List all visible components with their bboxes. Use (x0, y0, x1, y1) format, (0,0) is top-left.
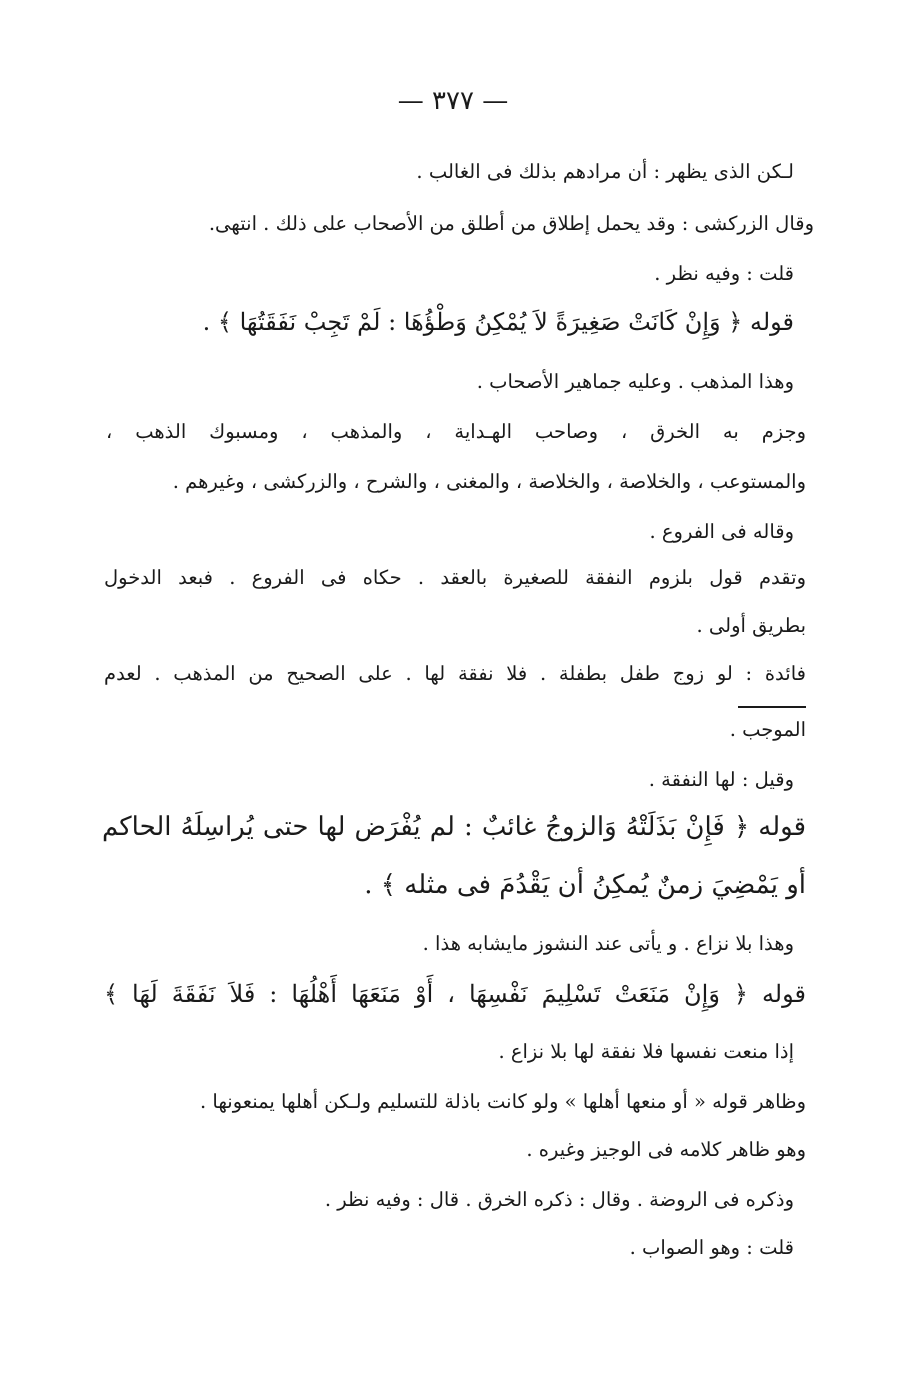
fa-ida-underline (738, 706, 806, 708)
text-line: بطريق أولى . (696, 614, 806, 637)
verse-line: أو يَمْضِيَ زمنٌ يُمكِنُ أن يَقْدُمَ فى مثله ﴾ . (364, 870, 806, 900)
text-line: وقال الزركشى : وقد يحمل إطلاق من أطلق من الأصحاب على ذلك . انتهى. (208, 212, 814, 235)
text-line: فائدة : لو زوج طفل بطفلة . فلا نفقة لها . على الصحيح من المذهب . لعدم (104, 662, 806, 685)
verse-line: قوله ﴿ وَإِنْ كَانَتْ صَغِيرَةً لاَ يُمْكِنُ وَطْؤُهَا : لَمْ تَجِبْ نَفَقَتُهَا ﴾ . (202, 308, 794, 336)
text-line: وقيل : لها النفقة . (648, 768, 794, 791)
text-line: وهذا بلا نزاع . و يأتى عند النشوز مايشابه هذا . (422, 932, 794, 955)
text-line: وهذا المذهب . وعليه جماهير الأصحاب . (476, 370, 794, 393)
text-line: إذا منعت نفسها فلا نفقة لها بلا نزاع . (498, 1040, 794, 1063)
text-line: قلت : وهو الصواب . (629, 1236, 794, 1259)
text-line: وذكره فى الروضة . وقال : ذكره الخرق . قال : وفيه نظر . (324, 1188, 794, 1211)
verse-line: قوله ﴿ وَإِنْ مَنَعَتْ تَسْلِيمَ نَفْسِهَا ، أَوْ مَنَعَهَا أَهْلُهَا : فَلاَ نَفَقَةَ لَهَا ﴾ (104, 980, 806, 1008)
verse-line: قوله ﴿ فَإِنْ بَذَلَتْهُ وَالزوجُ غائبٌ : لم يُفْرَض لها حتى يُراسِلَهُ الحاكم (102, 812, 806, 842)
text-line: الموجب . (729, 718, 806, 741)
page-number: — ٣٧٧ — (397, 86, 509, 116)
text-line: وتقدم قول بلزوم النفقة للصغيرة بالعقد . حكاه فى الفروع . فبعد الدخول (104, 566, 806, 589)
text-line: لـكن الذى يظهر : أن مرادهم بذلك فى الغالب . (416, 160, 794, 183)
text-line: وجزم به الخرق ، وصاحب الهـداية ، والمذهب ، ومسبوك الذهب ، (106, 420, 806, 443)
text-line: وهو ظاهر كلامه فى الوجيز وغيره . (526, 1138, 806, 1161)
text-line: وظاهر قوله « أو منعها أهلها » ولو كانت باذلة للتسليم ولـكن أهلها يمنعونها . (199, 1090, 806, 1113)
text-line: وقاله فى الفروع . (649, 520, 794, 543)
text-line: قلت : وفيه نظر . (654, 262, 794, 285)
text-line: والمستوعب ، والخلاصة ، والخلاصة ، والمغنى ، والشرح ، والزركشى ، وغيرهم . (172, 470, 806, 493)
